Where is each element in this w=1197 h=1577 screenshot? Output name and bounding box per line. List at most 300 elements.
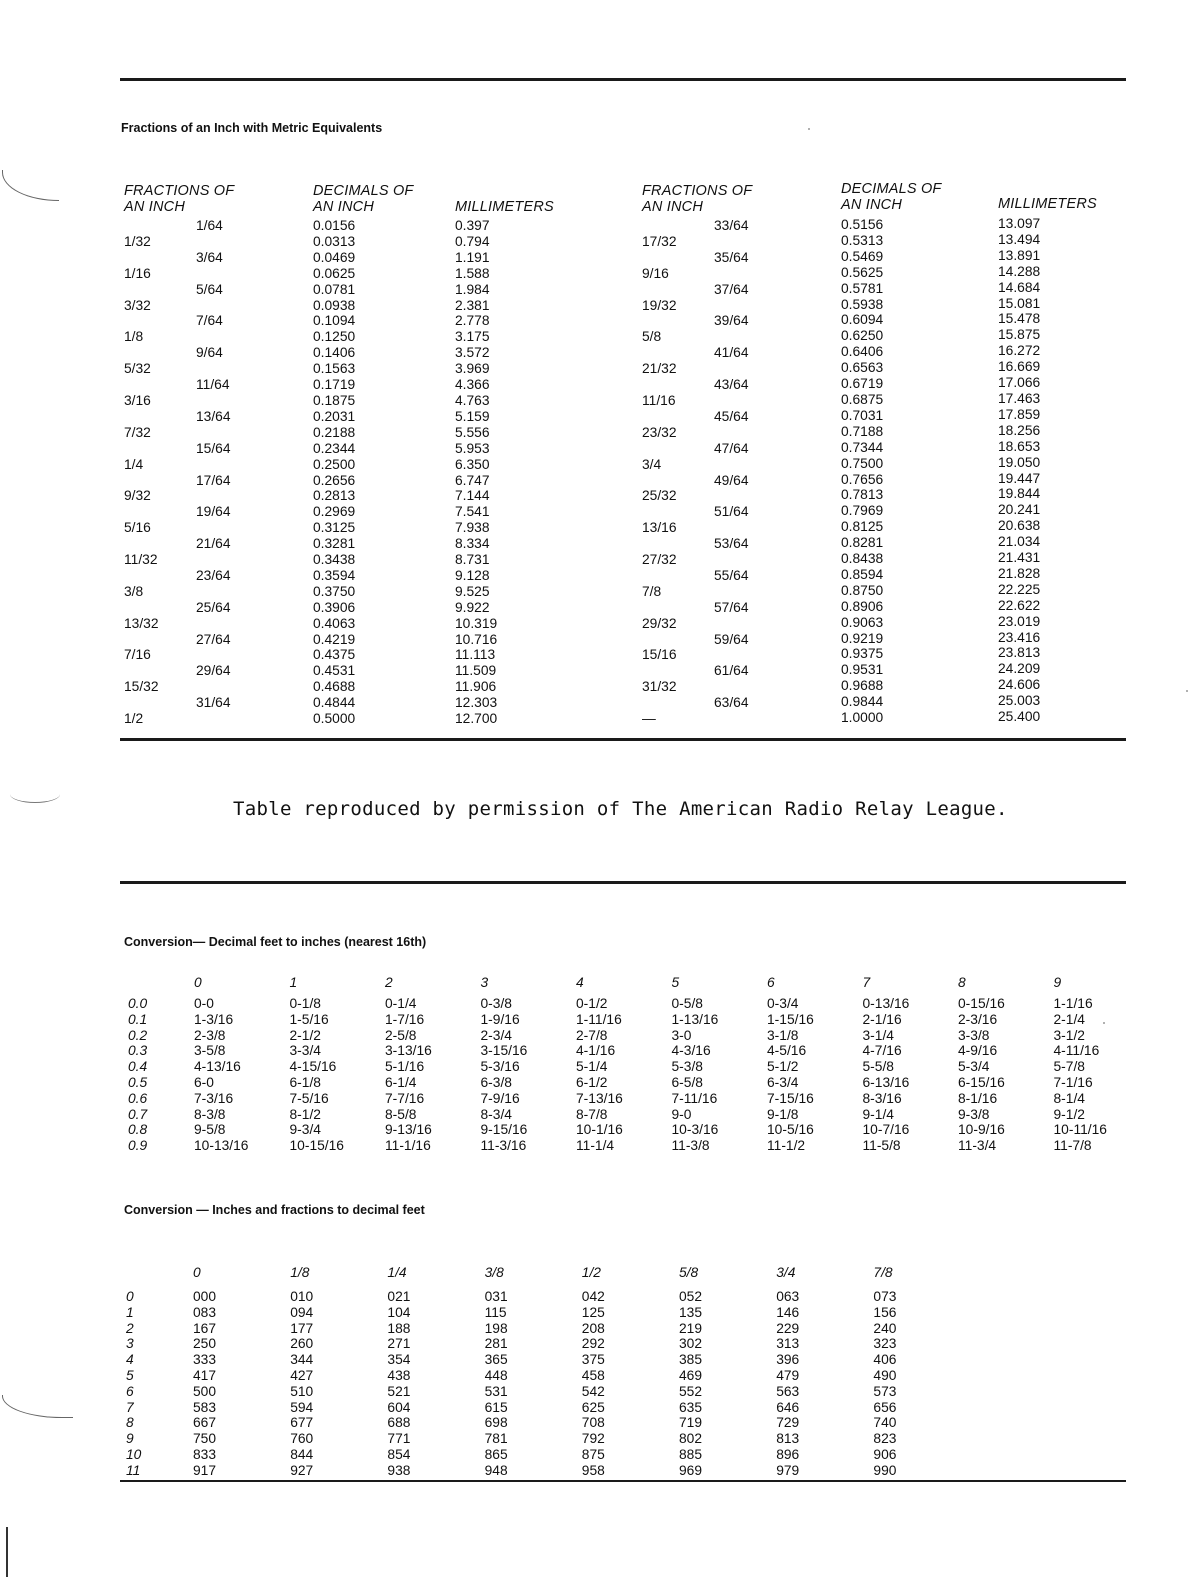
row-label: 0.8 (128, 1122, 148, 1138)
table-cell: 417 (193, 1368, 217, 1383)
table-cell: 23.813 (998, 645, 1041, 661)
table-cell: 0.7969 (841, 503, 884, 519)
table-cell: 0.5469 (841, 248, 884, 264)
table-cell: 17/32 (642, 233, 677, 249)
table-cell: 24.209 (998, 661, 1041, 677)
table-cell: 563 (776, 1383, 800, 1399)
row-label: 9 (126, 1431, 134, 1447)
column-header: 1/8 (290, 1265, 310, 1280)
table-cell: 23/64 (196, 567, 231, 583)
table-cell: 22.225 (998, 581, 1041, 597)
table-cell: 13.494 (998, 231, 1041, 247)
column-header: 7/8 (873, 1265, 893, 1280)
table-cell: 052 (679, 1289, 703, 1304)
table-cell: 469 (679, 1368, 703, 1383)
table-cell: 6-5/8 (671, 1075, 703, 1090)
table-cell: 698 (484, 1415, 508, 1431)
table-cell: 0.4531 (313, 663, 356, 679)
table-cell: 792 (581, 1431, 605, 1447)
row-label: 0.5 (128, 1075, 148, 1090)
table-cell: 333 (193, 1352, 217, 1368)
table-cell: 490 (873, 1368, 897, 1383)
table-cell: 0.2500 (313, 456, 356, 472)
table-cell: 17.859 (998, 406, 1041, 422)
table-cell: 0.9844 (841, 694, 884, 710)
table-cell: 0.4375 (313, 647, 356, 663)
table-cell: 5-3/4 (958, 1059, 990, 1075)
table-cell: 11-1/16 (385, 1138, 431, 1154)
column-header: 7 (862, 975, 871, 990)
row-label: 8 (126, 1415, 134, 1431)
table-cell: 0.1875 (313, 392, 356, 408)
table-cell: 0-0 (194, 996, 214, 1011)
table-cell: 844 (290, 1447, 314, 1462)
bottom-rule (120, 1480, 1126, 1482)
table-cell: 2-1/16 (862, 1011, 902, 1027)
table-cell: 35/64 (714, 249, 749, 265)
table-cell: 2-1/2 (289, 1027, 321, 1043)
table-cell: 24.606 (998, 677, 1041, 693)
table-cell: 5-3/8 (671, 1059, 703, 1075)
column-header: 0 (194, 975, 202, 990)
table-cell: 27/64 (196, 631, 231, 647)
table-cell: 29/32 (642, 615, 677, 631)
table-cell: 37/64 (714, 281, 749, 297)
table-cell: 7-5/16 (289, 1090, 329, 1106)
table-cell: 3.969 (455, 361, 490, 377)
table-cell: 21.431 (998, 550, 1041, 566)
table-cell: 2-1/4 (1053, 1011, 1085, 1027)
row-label: 2 (126, 1320, 134, 1336)
row-label: 7 (126, 1399, 134, 1415)
table-cell: 7-7/16 (385, 1090, 425, 1106)
table-cell: 23/32 (642, 424, 677, 440)
table-cell: 1-7/16 (385, 1011, 425, 1027)
column-header: 3/4 (776, 1265, 796, 1280)
table-cell: 0.3125 (313, 520, 356, 536)
table-cell: 396 (776, 1352, 800, 1368)
table-cell: 20.241 (998, 502, 1041, 518)
table-cell: 19.844 (998, 486, 1041, 502)
table-cell: 677 (290, 1415, 314, 1431)
table-cell: 0.2344 (313, 440, 356, 456)
table-cell: 9-1/2 (1053, 1106, 1085, 1122)
table-cell: 4-3/16 (671, 1043, 711, 1059)
table-cell: 0.5313 (841, 232, 884, 248)
table-cell: 1-15/16 (767, 1011, 814, 1027)
table-cell: 385 (679, 1352, 703, 1368)
table-cell: 208 (581, 1320, 605, 1336)
table-cell: 156 (873, 1304, 897, 1320)
table-cell: 8-3/8 (194, 1106, 226, 1122)
row-label: 3 (126, 1336, 134, 1352)
table-cell: 8-1/16 (958, 1090, 998, 1106)
table-cell: 0.0625 (313, 265, 356, 281)
table-cell: 0.6250 (841, 328, 884, 344)
table-cell: 9/16 (642, 265, 669, 281)
table-cell: 16.272 (998, 343, 1041, 359)
table-cell: 3-13/16 (385, 1043, 432, 1059)
table-cell: 0-5/8 (671, 996, 703, 1011)
table-cell: 11/16 (642, 392, 676, 408)
permission-note: Table reproduced by permission of The American Radio Relay League. (233, 798, 1008, 820)
table-cell: 20.638 (998, 518, 1041, 534)
table-cell: 271 (387, 1336, 411, 1352)
table-cell: 042 (581, 1289, 605, 1304)
table-cell: 0-3/8 (480, 996, 512, 1011)
table-cell: 7/32 (124, 424, 151, 440)
table-cell: 4-9/16 (958, 1043, 998, 1059)
column-header: 1 (289, 975, 298, 990)
table-cell: 0.4844 (313, 695, 356, 711)
table-cell: 2-5/8 (385, 1027, 417, 1043)
table-cell: 3/64 (196, 249, 223, 265)
table-cell: 9-5/8 (194, 1122, 226, 1138)
table-cell: 17.066 (998, 375, 1041, 391)
table-cell: 10-15/16 (289, 1138, 344, 1154)
table-cell: 15.081 (998, 295, 1041, 311)
table-cell: 2.778 (455, 313, 490, 329)
table-cell: 9-1/8 (767, 1106, 799, 1122)
table-cell: 5/32 (124, 361, 151, 377)
table-cell: 0.0313 (313, 233, 356, 249)
table-cell: 0.4063 (313, 615, 356, 631)
table-cell: 1/4 (124, 456, 144, 472)
table-cell: 45/64 (714, 408, 749, 424)
table-cell: 12.303 (455, 695, 498, 711)
table-cell: 10-9/16 (958, 1122, 1005, 1138)
table-cell: 23.416 (998, 629, 1041, 645)
table-cell: 750 (193, 1431, 217, 1447)
table-cell: 9.922 (455, 599, 490, 615)
table-cell: 21.034 (998, 534, 1041, 550)
row-label: 1 (126, 1304, 134, 1320)
table-cell: 41/64 (714, 345, 749, 361)
scan-speck (808, 128, 810, 130)
table-cell: 0.7031 (841, 407, 884, 423)
table-cell: 13.097 (998, 216, 1041, 231)
table-cell: 11.509 (455, 663, 497, 679)
left-decimal-column (313, 218, 355, 727)
table-cell: 0.0156 (313, 218, 356, 233)
table-cell: 021 (387, 1289, 411, 1304)
table-cell: 3-3/4 (289, 1043, 321, 1059)
table-cell: 667 (193, 1415, 217, 1431)
table-cell: 0.1563 (313, 361, 356, 377)
table-cell: 104 (387, 1304, 411, 1320)
table-cell: 1-3/16 (194, 1011, 234, 1027)
table-cell: 521 (387, 1383, 411, 1399)
table-cell: 7-13/16 (576, 1090, 623, 1106)
table-cell: 2.381 (455, 297, 490, 313)
table-cell: 0.2969 (313, 504, 356, 520)
table-cell: 0.1719 (313, 377, 356, 393)
table-cell: 6.747 (455, 472, 490, 488)
table-cell: 000 (193, 1289, 217, 1304)
table-cell: 19/32 (642, 297, 677, 313)
table-cell: 8.334 (455, 536, 490, 552)
scan-mark (6, 1527, 8, 1577)
table-cell: 781 (484, 1431, 508, 1447)
header-fractions-left: FRACTIONS OF AN INCH (124, 183, 235, 215)
table-cell: 510 (290, 1383, 314, 1399)
table-cell: 9/64 (196, 345, 223, 361)
table-cell: 0.5156 (841, 217, 884, 232)
table-cell: 11/32 (124, 552, 158, 568)
table-cell: 0.9375 (841, 646, 884, 662)
column-header: 3/8 (484, 1265, 504, 1280)
table-cell: 854 (387, 1447, 411, 1462)
table-cell: 17.463 (998, 390, 1041, 406)
table-cell: 0-1/8 (289, 996, 321, 1011)
table-cell: 0-3/4 (767, 996, 799, 1011)
table-cell: 4-13/16 (194, 1059, 241, 1075)
table-cell: 427 (290, 1368, 314, 1383)
table-cell: 375 (581, 1352, 605, 1368)
table-cell: 0.6094 (841, 312, 884, 328)
table-cell: 3/4 (642, 456, 662, 472)
table-cell: 1/8 (124, 329, 144, 345)
table-cell: 11-1/4 (576, 1138, 615, 1154)
table-cell: 3.175 (455, 329, 490, 345)
table-cell: 9/32 (124, 488, 151, 504)
table-cell: 0.8125 (841, 519, 884, 535)
table-cell: 302 (679, 1336, 703, 1352)
table-cell: 5-1/2 (767, 1059, 799, 1075)
table-cell: 0.9219 (841, 630, 884, 646)
table-cell: 573 (873, 1383, 897, 1399)
table-cell: 31/32 (642, 679, 677, 695)
table-cell: 990 (873, 1462, 897, 1478)
table-cell: 12.700 (455, 711, 498, 727)
table-cell: 3/8 (124, 583, 144, 599)
table-cell: 1.0000 (841, 710, 884, 726)
table-cell: 13/32 (124, 615, 159, 631)
table-cell: 9-13/16 (385, 1122, 432, 1138)
table-cell: 719 (679, 1415, 703, 1431)
table-cell: 4.366 (455, 377, 490, 393)
table-cell: 51/64 (714, 504, 749, 520)
table-cell: 0-1/2 (576, 996, 608, 1011)
table-cell: 15/64 (196, 440, 231, 456)
table-cell: 354 (387, 1352, 411, 1368)
table-cell: 15/32 (124, 679, 159, 695)
table-cell: 4-15/16 (289, 1059, 337, 1075)
table-cell: 9.525 (455, 583, 490, 599)
table-cell: 5.556 (455, 424, 490, 440)
table-cell: 7.144 (455, 488, 490, 504)
column-header: 8 (958, 975, 966, 990)
table-cell: 13.891 (998, 247, 1041, 263)
table-cell: 18.256 (998, 422, 1041, 438)
table-cell: 53/64 (714, 536, 749, 552)
table-cell: 10.716 (455, 631, 498, 647)
row-label: 10 (126, 1447, 142, 1462)
table-cell: 10-7/16 (862, 1122, 910, 1138)
table-cell: 146 (776, 1304, 800, 1320)
table-cell: 0-15/16 (958, 996, 1005, 1011)
row-label: 0.0 (128, 996, 148, 1011)
table-cell: 0.2656 (313, 472, 356, 488)
table-cell: 7-1/16 (1053, 1075, 1093, 1090)
table-cell: 0.8750 (841, 582, 884, 598)
table-cell: 43/64 (714, 377, 749, 393)
header-millimeters-right: MILLIMETERS (998, 196, 1097, 212)
table-cell: 1/32 (124, 233, 151, 249)
table-cell: 0.4688 (313, 679, 356, 695)
table-cell: 594 (290, 1399, 314, 1415)
table-cell: 1.984 (455, 281, 490, 297)
table-cell: 0.8438 (841, 551, 884, 567)
row-label: 6 (126, 1383, 134, 1399)
table-cell: 11-5/8 (862, 1138, 901, 1154)
table-cell: 13/16 (642, 520, 677, 536)
scan-speck (1103, 1022, 1105, 1024)
table-cell: 14.684 (998, 279, 1041, 295)
table-cell: 7/64 (196, 313, 223, 329)
table-cell: 688 (387, 1415, 411, 1431)
table-cell: 6-3/4 (767, 1075, 799, 1090)
table-cell: 802 (679, 1431, 703, 1447)
table-cell: 260 (290, 1336, 314, 1352)
table-cell: 0.7500 (841, 455, 884, 471)
scan-mark (2, 170, 59, 201)
table-cell: 10-11/16 (1053, 1122, 1107, 1138)
table-cell: 21/32 (642, 361, 677, 377)
table-cell: 0.5625 (841, 264, 884, 280)
table-cell: 25/32 (642, 488, 677, 504)
table-cell: 8-1/4 (1053, 1090, 1085, 1106)
table-cell: 1/64 (196, 218, 223, 233)
table-cell: 906 (873, 1447, 897, 1462)
table-cell: 542 (581, 1383, 605, 1399)
table-cell: 0.5000 (313, 711, 356, 727)
table-cell: 4-1/16 (576, 1043, 616, 1059)
table-cell: 0.6406 (841, 344, 884, 360)
table-cell: 3-1/8 (767, 1027, 799, 1043)
table-cell: 19/64 (196, 504, 231, 520)
table-cell: 9-15/16 (480, 1122, 528, 1138)
table-cell: 240 (873, 1320, 897, 1336)
table-cell: 833 (193, 1447, 217, 1462)
table-cell: 344 (290, 1352, 314, 1368)
table-cell: 010 (290, 1289, 314, 1304)
table-cell: 5/64 (196, 281, 223, 297)
table-cell: 8-5/8 (385, 1106, 417, 1122)
table-cell: 25.003 (998, 693, 1041, 709)
table-cell: 2-3/4 (480, 1027, 512, 1043)
table-cell: 6-15/16 (958, 1075, 1005, 1090)
row-label: 0.9 (128, 1138, 148, 1154)
feet-to-inches-caption: Conversion— Decimal feet to inches (nearest 16th) (124, 935, 427, 949)
table-cell: 11-7/8 (1053, 1138, 1092, 1154)
right-decimal-column (841, 217, 883, 726)
table-cell: 2-3/8 (194, 1027, 226, 1043)
table-cell: 3-1/2 (1053, 1027, 1085, 1043)
scan-speck (1186, 690, 1188, 692)
table-cell: 29/64 (196, 663, 231, 679)
table-cell: 55/64 (714, 567, 749, 583)
fraction-table-caption: Fractions of an Inch with Metric Equivalents (121, 121, 383, 135)
table-cell: 167 (193, 1320, 217, 1336)
table-cell: 0.5938 (841, 296, 884, 312)
table-cell: 63/64 (714, 695, 749, 711)
table-cell: 3-5/8 (194, 1043, 226, 1059)
table-cell: 1-5/16 (289, 1011, 329, 1027)
table-cell: — (642, 711, 656, 727)
table-cell: 7.541 (455, 504, 490, 520)
table-cell: 0.6719 (841, 376, 884, 392)
table-cell: 0.794 (455, 233, 490, 249)
table-cell: 33/64 (714, 218, 749, 233)
table-cell: 3/16 (124, 392, 151, 408)
table-cell: 0.2031 (313, 408, 356, 424)
table-cell: 59/64 (714, 631, 749, 647)
table-cell: 0.7188 (841, 423, 884, 439)
table-cell: 9-0 (671, 1106, 692, 1122)
table-cell: 938 (387, 1462, 411, 1478)
table-cell: 9.128 (455, 567, 490, 583)
table-cell: 083 (193, 1304, 217, 1320)
table-cell: 4-7/16 (862, 1043, 902, 1059)
column-header: 0 (193, 1265, 201, 1280)
table-cell: 6-13/16 (862, 1075, 910, 1090)
table-cell: 15/16 (642, 647, 677, 663)
table-cell: 0.4219 (313, 631, 356, 647)
table-cell: 49/64 (714, 472, 749, 488)
table-cell: 5.159 (455, 408, 490, 424)
table-cell: 15.875 (998, 327, 1041, 343)
table-cell: 0.6563 (841, 360, 884, 376)
table-cell: 61/64 (714, 663, 749, 679)
column-header: 3 (480, 975, 489, 990)
table-cell: 0.3438 (313, 552, 356, 568)
table-cell: 0.3594 (313, 567, 356, 583)
header-decimals-right: DECIMALS OF AN INCH (841, 181, 942, 213)
table-cell: 760 (290, 1431, 314, 1447)
table-cell: 7-11/16 (671, 1090, 718, 1106)
table-cell: 9-1/4 (862, 1106, 894, 1122)
column-header: 5 (671, 975, 680, 990)
table-cell: 604 (387, 1399, 411, 1415)
table-cell: 10-1/16 (576, 1122, 623, 1138)
table-cell: 438 (387, 1368, 411, 1383)
table-cell: 3-15/16 (480, 1043, 528, 1059)
column-header: 6 (767, 975, 775, 990)
table-cell: 11/64 (196, 377, 230, 393)
table-cell: 0.6875 (841, 391, 884, 407)
table-cell: 8-7/8 (576, 1106, 608, 1122)
table-cell: 979 (776, 1462, 800, 1478)
scan-mark (10, 788, 60, 803)
table-cell: 3.572 (455, 345, 490, 361)
table-cell: 11-1/2 (767, 1138, 806, 1154)
table-cell: 458 (581, 1368, 605, 1383)
table-cell: 4.763 (455, 392, 490, 408)
table-cell: 6-0 (194, 1075, 214, 1090)
table-cell: 0.1094 (313, 313, 356, 329)
table-cell: 8-1/2 (289, 1106, 321, 1122)
table-cell: 11-3/8 (671, 1138, 710, 1154)
column-header: 9 (1053, 975, 1062, 990)
table-cell: 8.731 (455, 552, 490, 568)
table-cell: 19.447 (998, 470, 1041, 486)
table-cell: 646 (776, 1399, 800, 1415)
table-cell: 11-3/4 (958, 1138, 997, 1154)
table-cell: 0.0781 (313, 281, 356, 297)
table-cell: 5.953 (455, 440, 490, 456)
table-cell: 0.3750 (313, 583, 356, 599)
